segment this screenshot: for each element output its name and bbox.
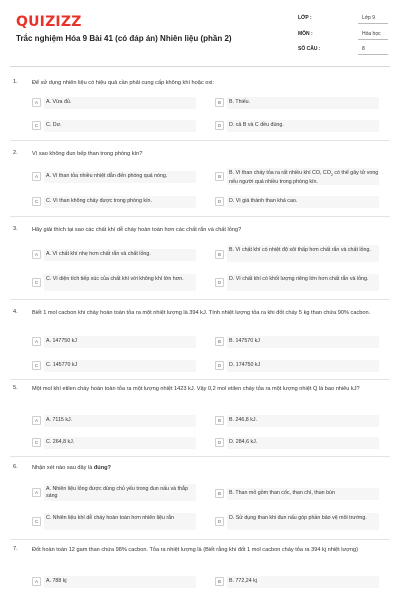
quizizz-logo[interactable]: QUIZIZZ <box>16 14 82 30</box>
option-badge: A <box>32 172 41 181</box>
option-badge: D <box>215 361 224 370</box>
meta-subject-value: Hóa học <box>362 31 381 37</box>
question-text-emphasis: đúng? <box>93 465 111 471</box>
question-number: 5. <box>13 385 18 391</box>
question-number: 4. <box>13 309 18 315</box>
option-text: B. 147570 kJ <box>229 338 260 344</box>
option-badge: C <box>32 278 41 287</box>
question-divider <box>10 539 390 540</box>
option-badge: A <box>32 577 41 586</box>
option-text: B. Than mỏ gồm than cốc, than chì, than bùn <box>229 490 335 496</box>
option-text: C. Dư. <box>46 122 62 128</box>
meta-subject-key: MÔN : <box>298 31 313 37</box>
subscript: 2 <box>330 173 333 178</box>
page-title: Trắc nghiệm Hóa 9 Bài 41 (có đáp án) Nhiên liệu (phần 2) <box>16 34 232 43</box>
question-number: 7. <box>13 546 18 552</box>
option-text: A. Vừa đủ. <box>46 99 72 105</box>
option-text: A. 147750 kJ <box>46 338 77 344</box>
meta-underline <box>358 54 388 55</box>
option-text: D. 284,6 kJ. <box>229 439 258 445</box>
option-text: C. 145770 kJ <box>46 362 78 368</box>
question-text: Hãy giải thích tại sao các chất khí dễ cháy hoàn toàn hơn các chất rắn và chất lỏng? <box>32 227 242 233</box>
question-text: Biết 1 mol cacbon khi cháy hoàn toàn tỏa ra một nhiệt lượng là 394 kJ. Tính nhiệt lượng tỏa ra khi đốt cháy 5 kg than chứa 90% cacbon. <box>32 310 371 316</box>
meta-count-value: 8 <box>362 46 365 52</box>
option-badge: B <box>215 337 224 346</box>
option-badge: D <box>215 121 224 130</box>
header <box>0 0 400 64</box>
question-divider <box>10 456 390 457</box>
option-text <box>229 170 379 186</box>
option-text: C. Nhiên liệu khí dễ cháy hoàn toàn hơn nhiên liệu rắn <box>46 515 175 521</box>
option-badge: A <box>32 488 41 497</box>
option-text: B. Thiếu. <box>229 99 251 105</box>
option-text: A. Vì than tỏa nhiều nhiệt dẫn đến phòng quá nóng. <box>46 173 168 179</box>
meta-grade-value: Lớp 9 <box>362 15 376 21</box>
option-text: B. Vì chất khí có nhiệt độ sôi thấp hơn chất rắn và chất lỏng. <box>229 247 371 253</box>
question-divider <box>10 216 390 217</box>
option-badge: C <box>32 197 41 206</box>
option-badge: C <box>32 361 41 370</box>
question-text <box>32 464 392 472</box>
meta-grade-key: LỚP : <box>298 15 312 21</box>
option-text-main: B. Vì than cháy tỏa ra rất nhiều khí CO, CO <box>229 170 331 176</box>
option-text-rest: có thể gây tử vong nếu người quá nhiều trong phòng kín. <box>229 170 379 186</box>
option-badge: B <box>215 577 224 586</box>
option-text: A. Nhiên liệu lỏng được dùng chủ yếu trong đun nấu và thắp sáng <box>46 486 188 499</box>
question-number: 2. <box>13 150 18 156</box>
question-text: Để sử dụng nhiên liệu có hiệu quả cần phải cung cấp không khí hoặc oxi: <box>32 80 214 86</box>
option-badge: D <box>215 278 224 287</box>
option-text: A. 788 kj <box>46 578 67 584</box>
option-badge: A <box>32 416 41 425</box>
question-text: Đốt hoàn toàn 12 gam than chứa 98% cacbon. Tỏa ra nhiệt lượng là (Biết rằng khi đốt 1 mol cacbon cháy tỏa ra 394 kj nhiệt lượng) <box>32 547 359 553</box>
option-badge: B <box>215 489 224 498</box>
meta-count-key: SỐ CÂU : <box>298 46 321 52</box>
option-text: B. 772,24 kj <box>229 578 257 584</box>
option-text: C. Vì than không cháy được trong phòng kín. <box>46 198 152 204</box>
question-divider <box>10 140 390 141</box>
option-badge: B <box>215 98 224 107</box>
header-divider <box>10 66 390 67</box>
question-text-main: Nhận xét nào sau đây là <box>32 465 94 471</box>
option-text: D. Vì chất khí có khối lượng riêng lớn hơn chất rắn và lỏng. <box>229 276 369 282</box>
option-badge: D <box>215 438 224 447</box>
question-divider <box>10 299 390 300</box>
question-divider <box>10 379 390 380</box>
question-text: Một mol khí etilen cháy hoàn toàn tỏa ra một lượng nhiệt 1423 kJ. Vậy 0,2 mol etilen cháy tỏa ra một lượng nhiệt Q là bao nhiêu kJ? <box>32 386 360 392</box>
question-number: 6. <box>13 464 18 470</box>
option-badge: B <box>215 416 224 425</box>
meta-underline <box>358 23 388 24</box>
option-text: C. 264,8 kJ. <box>46 439 75 445</box>
question-text: Vì sao không đun bếp than trong phòng kín? <box>32 151 143 157</box>
option-text: D. cả B và C đều đúng. <box>229 122 284 128</box>
option-text: D. Vì giá thành than khá cao. <box>229 198 298 204</box>
option-badge: B <box>215 172 224 181</box>
option-text: D. Sử dụng than khi đun nấu góp phần bảo vệ môi trường. <box>229 515 367 521</box>
option-badge: D <box>215 197 224 206</box>
option-badge: A <box>32 337 41 346</box>
question-number: 1. <box>13 79 18 85</box>
option-badge: D <box>215 517 224 526</box>
option-badge: A <box>32 98 41 107</box>
option-text: A. Vì chất khí nhẹ hơn chất rắn và chất lỏng. <box>46 251 151 257</box>
option-badge: B <box>215 250 224 259</box>
option-badge: C <box>32 438 41 447</box>
option-badge: C <box>32 121 41 130</box>
option-badge: A <box>32 250 41 259</box>
option-text: C. Vì diện tích tiếp xúc của chất khí với không khí lớn hơn. <box>46 276 184 282</box>
meta-underline <box>358 39 388 40</box>
option-badge: C <box>32 517 41 526</box>
option-text: A. 7115 kJ. <box>46 417 73 423</box>
question-number: 3. <box>13 226 18 232</box>
option-text: B. 246,8 kJ. <box>229 417 257 423</box>
option-text: D. 174750 kJ <box>229 362 261 368</box>
